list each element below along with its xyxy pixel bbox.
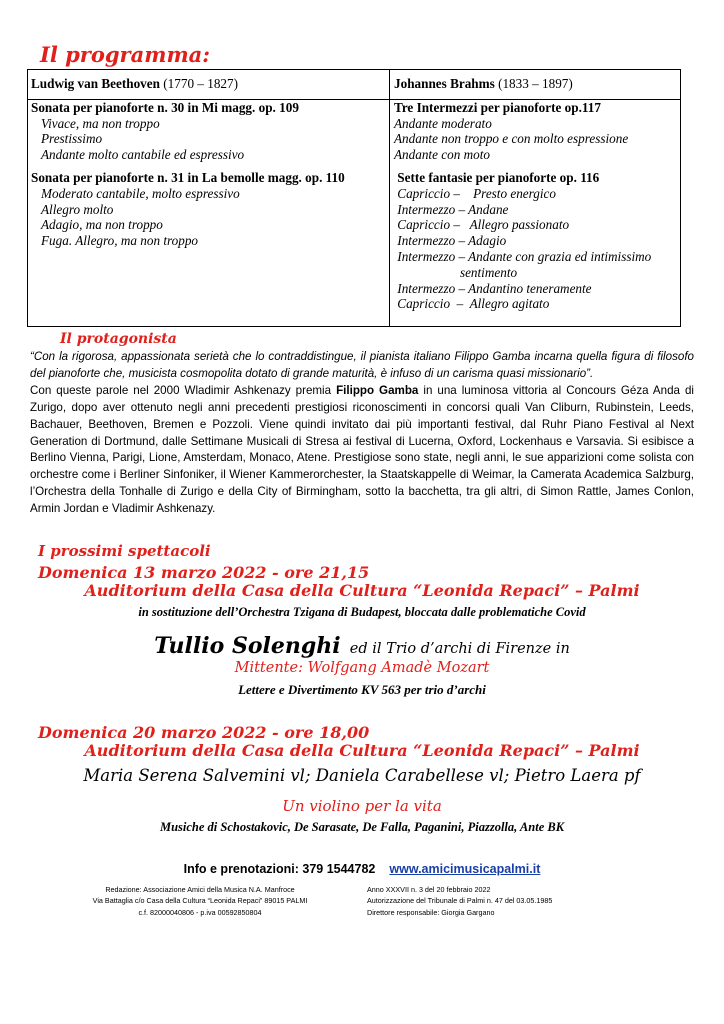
biography-quote: “Con la rigorosa, appassionata serietà che lo contraddistingue, il pianista italiano Filippo Gamba incarna quella figura di filosofo del pianoforte che, musicista cosmopolita dotato di grande maturità, è infuso di un carisma quasi missionario”.: [30, 350, 694, 380]
footer-registration: [367, 884, 667, 918]
event-work: Lettere e Divertimento KV 563 per trio d’archi: [238, 682, 486, 697]
event-date: Domenica 20 marzo 2022 - ore 18,00: [38, 723, 370, 742]
footer-line: Via Battaglia c/o Casa della Cultura “Leonida Repaci” 89015 PALMI: [92, 896, 308, 906]
sender-label: Mittente:: [234, 660, 308, 676]
composer-years: (1833 – 1897): [494, 76, 573, 91]
event-venue: Auditorium della Casa della Cultura “Leonida Repaci” – Palmi: [84, 581, 640, 600]
movement: Moderato cantabile, molto espressivo: [41, 185, 240, 201]
footer-line: Redazione: Associazione Amici della Musica N.A. Manfroce: [105, 885, 295, 894]
movement: Intermezzo – Adagio: [394, 233, 507, 249]
sender-name: Wolfgang Amadè Mozart: [307, 660, 490, 676]
composer-years: (1770 – 1827): [159, 76, 238, 91]
info-phone: Info e prenotazioni: 379 1544782: [183, 862, 376, 876]
performer-name: Tullio Solenghi: [154, 633, 341, 659]
event-date: Domenica 13 marzo 2022 - ore 21,15: [38, 563, 370, 582]
beethoven-column: [31, 76, 386, 249]
work-title: Sonata per pianoforte n. 31 in La bemolle magg. op. 110: [31, 169, 345, 185]
work-title: Tre Intermezzi per pianoforte op.117: [394, 99, 601, 115]
event-title: Un violino per la vita: [282, 797, 442, 815]
program-heading: Il programma:: [40, 42, 211, 67]
program-table: [27, 69, 681, 327]
composer-name: Ludwig van Beethoven: [31, 76, 160, 91]
movement: Andante moderato: [394, 115, 492, 131]
biography-text: in una luminosa vittoria al Concours Géza Anda di Zurigo, dopo aver ottenuto negli anni precedenti prestigiosi riconoscimenti in concorsi quali Van Cliburn, Rubinstein, Leeds, Bachauer, Beethoven, Bremen e Pozzoli. Viene quindi invitato dai più importanti festival, dal Ruhr Piano Festival al Next Generation di Dortmund, dalle Settimane Musicali di Stresa ai festival di Lucerna, Oxford, Lockenhaus e Varsavia. Si esibisce a Berlino Vienna, Parigi, Lione, Amsterdam, Monaco, Atene. Prestigiose sono state, negli anni, le sue apparizioni come solista con orchestre come i Berliner Sinfoniker, il Wiener Kammerorchester, la Staatskappelle di Weimar, la Camerata Academica Salzburg, l’Orchestra della Tonhalle di Zurigo e della City of Birmingham, sotto la bacchetta, tra gli altri, di Simon Rattle, James Conlon, Armin Jordan e Vladimir Ashkenazy.: [30, 383, 694, 516]
movement: Andante molto cantabile ed espressivo: [41, 147, 245, 163]
footer-line: Direttore responsabile: Giorgia Gargano: [367, 907, 495, 917]
biography-text: Con queste parole nel 2000 Wladimir Ashkenazy premia: [30, 383, 337, 397]
website-link[interactable]: www.amicimusicapalmi.it: [389, 862, 541, 876]
protagonist-heading: Il protagonista: [60, 331, 177, 347]
movement: Capriccio – Allegro agitato: [394, 296, 550, 312]
biography: [30, 349, 694, 518]
upcoming-heading: I prossimi spettacoli: [38, 542, 211, 560]
brahms-column: [394, 76, 679, 312]
movement: Capriccio – Allegro passionato: [394, 217, 570, 233]
movement: Prestissimo: [41, 131, 103, 147]
movement: Adagio, ma non troppo: [41, 217, 163, 233]
footer-line: Anno XXXVII n. 3 del 20 febbraio 2022: [367, 885, 491, 894]
event-venue: Auditorium della Casa della Cultura “Leonida Repaci” – Palmi: [84, 741, 640, 760]
work-title: Sonata per pianoforte n. 30 in Mi magg. op. 109: [31, 99, 299, 115]
movement: Andante con moto: [394, 147, 490, 163]
event-note: in sostituzione dell’Orchestra Tzigana di Budapest, bloccata dalle problematiche Covid: [138, 605, 586, 619]
composer-header: [31, 76, 386, 92]
artist-name: Filippo Gamba: [336, 383, 419, 397]
footer-line: c.f. 82000040806 - p.iva 00592850804: [138, 907, 262, 917]
event-performers: Maria Serena Salvemini vl; Daniela Carabellese vl; Pietro Laera pf: [83, 766, 641, 785]
info-line: [0, 862, 724, 876]
movement: Allegro molto: [41, 201, 114, 217]
event-title: [0, 660, 724, 677]
event-work: Musiche di Schostakovic, De Sarasate, De Falla, Paganini, Piazzolla, Ante BK: [159, 820, 565, 834]
movement: Intermezzo – Andante con grazia ed intimissimo: [394, 248, 652, 264]
movement: Andante non troppo e con molto espressione: [394, 131, 629, 147]
event-performer: [0, 633, 724, 659]
performer-suffix: ed il Trio d’archi di Firenze in: [340, 641, 570, 657]
movement: sentimento: [394, 264, 518, 280]
work-title: Sette fantasie per pianoforte op. 116: [394, 169, 600, 185]
footer-line: Autorizzazione del Tribunale di Palmi n. 47 del 03.05.1985: [367, 896, 553, 906]
movement: Intermezzo – Andantino teneramente: [394, 280, 592, 296]
composer-name: Johannes Brahms: [394, 76, 495, 91]
movement: Vivace, ma non troppo: [41, 115, 160, 131]
table-column-divider: [389, 70, 390, 326]
movement: Fuga. Allegro, ma non troppo: [41, 233, 199, 249]
movement: Capriccio – Presto energico: [394, 185, 557, 201]
composer-header: [394, 76, 679, 92]
footer-publisher: [55, 884, 345, 918]
movement: Intermezzo – Andane: [394, 201, 509, 217]
